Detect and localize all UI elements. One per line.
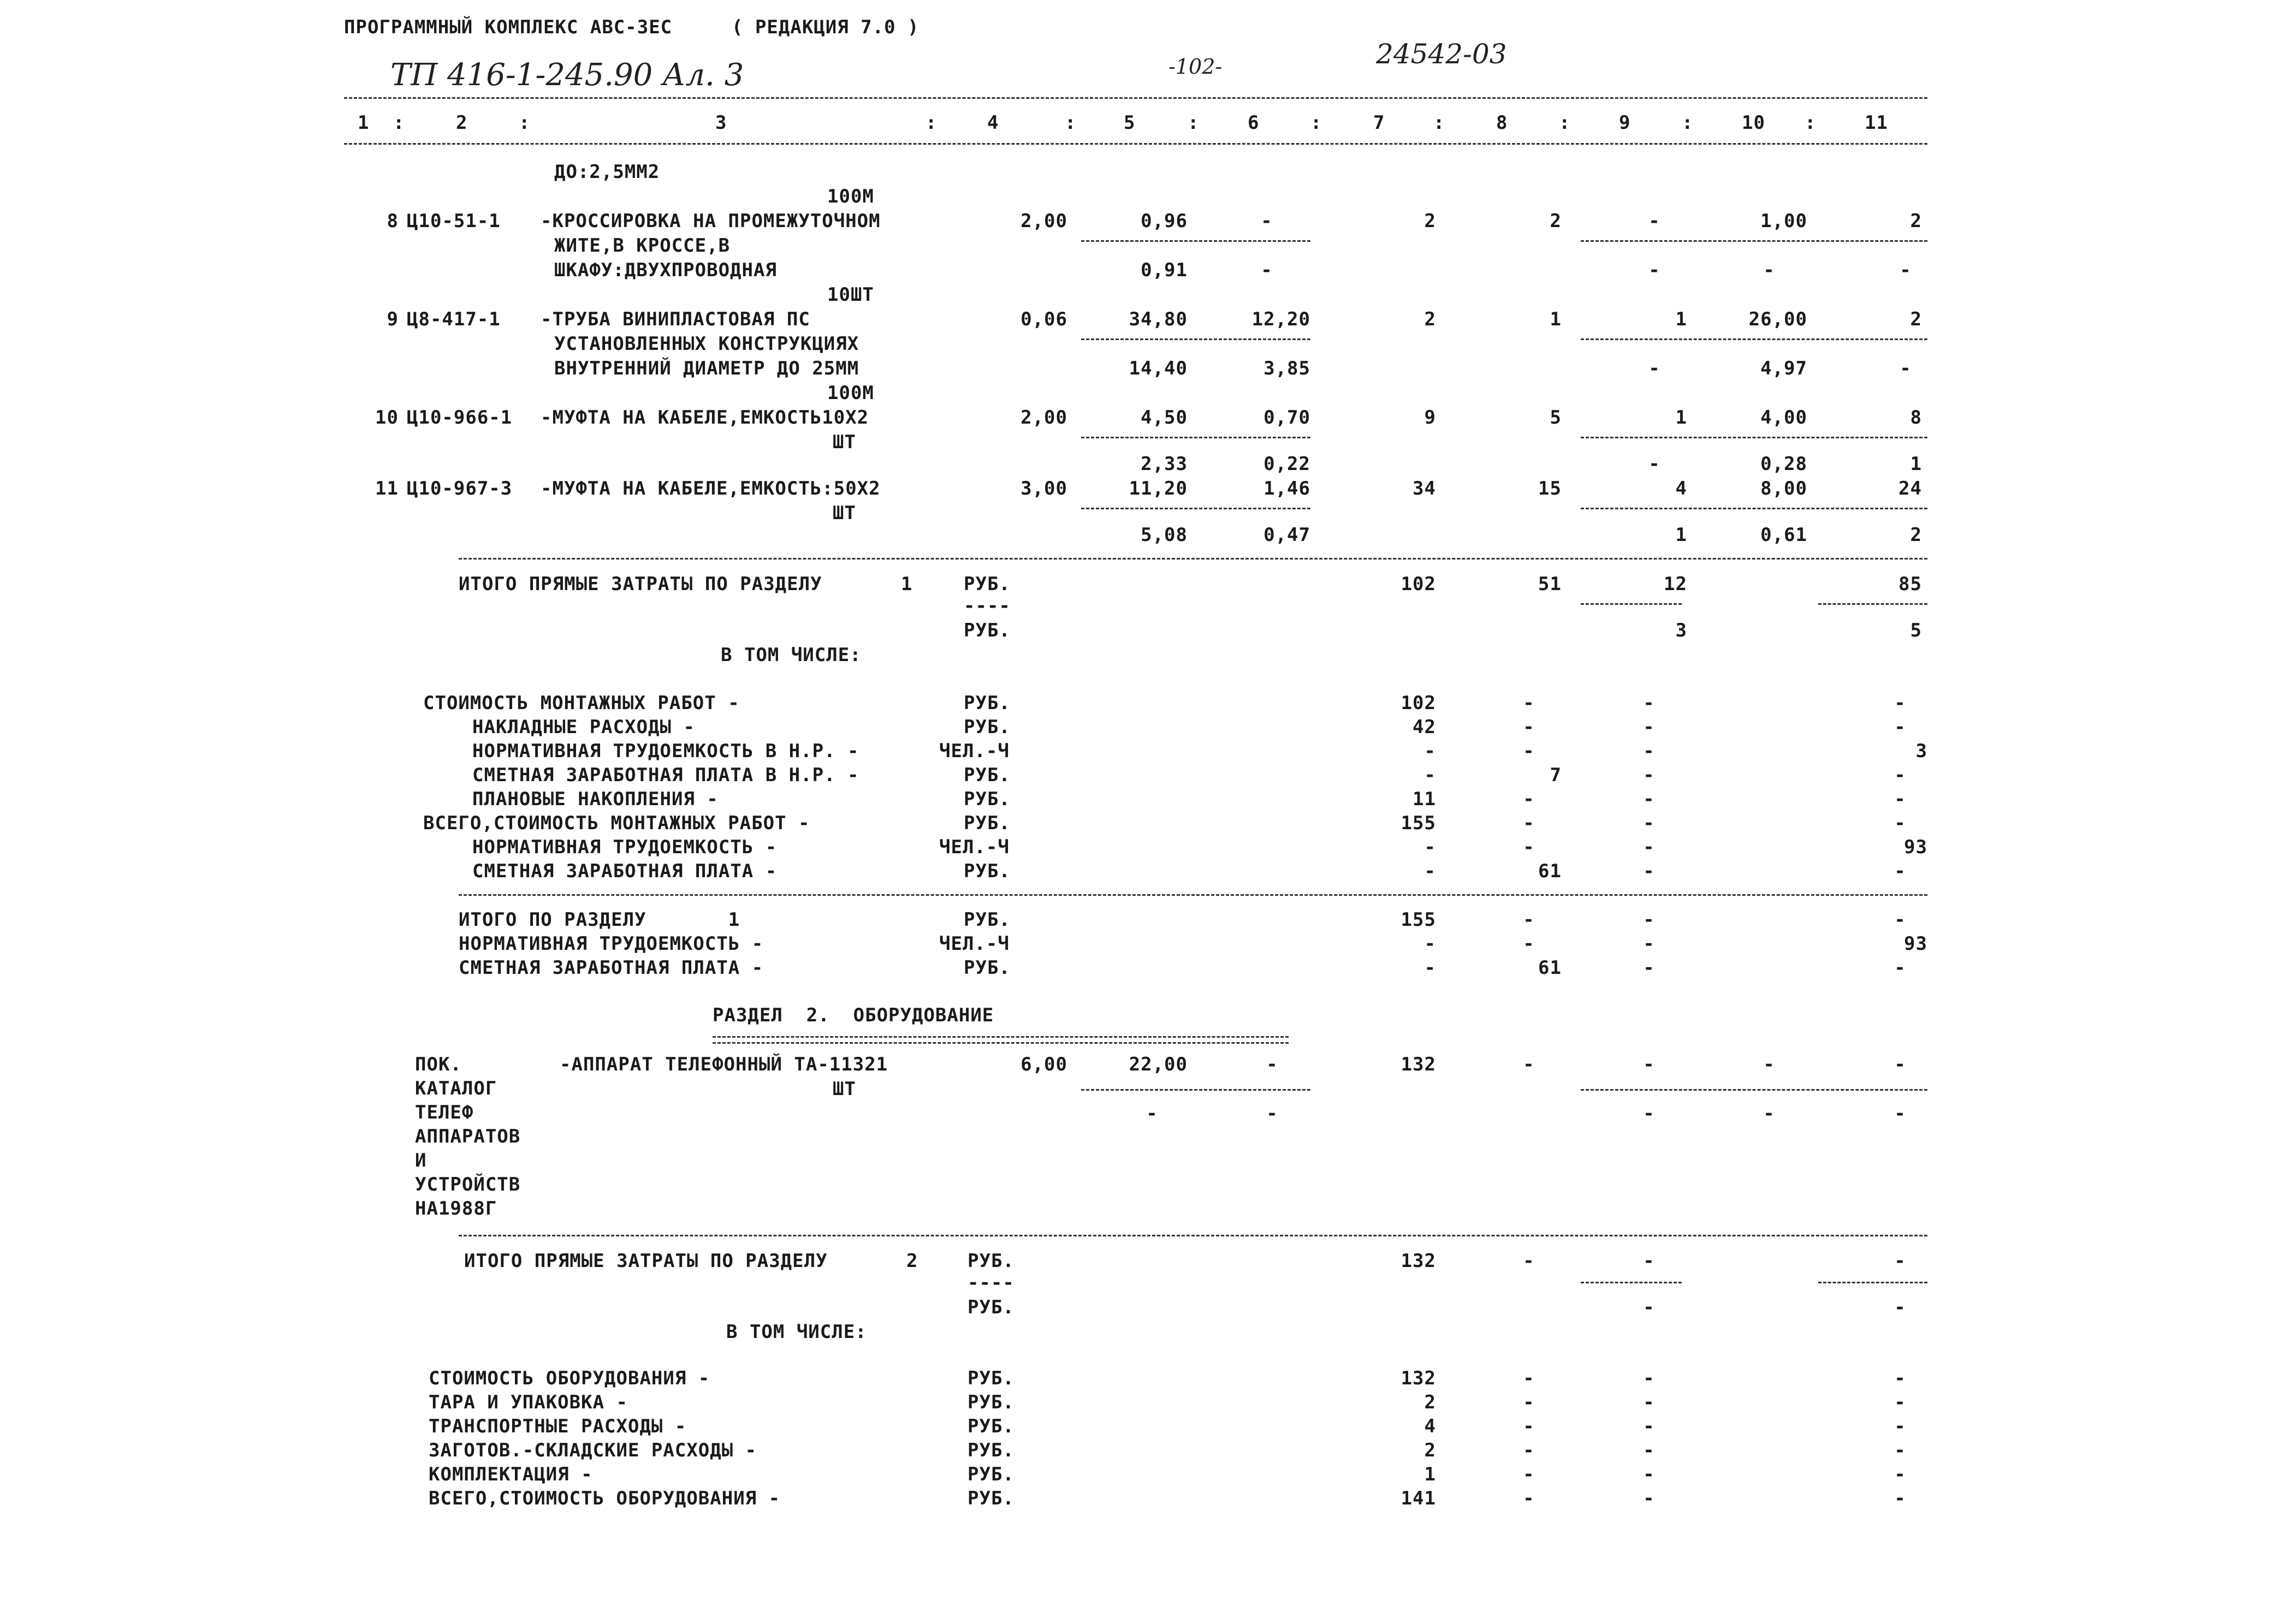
page-number: -102- (1168, 55, 1223, 79)
total-cost: - (1424, 957, 1436, 979)
unit-wage: - (1261, 210, 1273, 232)
row-divider (1081, 1089, 1310, 1091)
column-11-value: - (1894, 1439, 1906, 1461)
unit-label: 100М (827, 382, 874, 404)
cost-line-label: ТАРА И УПАКОВКА - (429, 1391, 628, 1413)
section-total-label: ИТОГО ПО РАЗДЕЛУ 1 (459, 909, 740, 931)
row-divider (1081, 338, 1310, 340)
total-cost: 34 (1413, 478, 1436, 499)
total-cost: 2 (1424, 308, 1436, 330)
cost-line-unit: РУБ. (964, 716, 1011, 738)
column-9-value: - (1643, 692, 1655, 714)
section-rule (459, 894, 1927, 896)
cost-line-unit: РУБ. (964, 788, 1011, 810)
column-11-sub: 2 (1910, 524, 1922, 546)
unit-cost: 34,80 (1129, 308, 1188, 330)
header-top-rule (344, 97, 1927, 99)
unit-wage: 0,70 (1263, 407, 1310, 429)
document-number: 24542-03 (1376, 38, 1507, 70)
total-wage: 61 (1538, 860, 1562, 882)
column-header: 6 (1248, 112, 1260, 134)
row-divider (1581, 1089, 1927, 1091)
column-11-value: - (1894, 860, 1906, 882)
column-separator: : (925, 112, 938, 134)
unit-wage-sub: 0,22 (1263, 453, 1310, 475)
total-cost: 102 (1401, 573, 1436, 595)
column-11-value: - (1894, 1054, 1906, 1075)
row-number: 8 (387, 210, 399, 232)
total-cost: - (1424, 764, 1436, 786)
work-name: -КРОССИРОВКА НА ПРОМЕЖУТОЧНОМ (541, 210, 881, 232)
column-9-value: - (1643, 1250, 1655, 1272)
column-9-value: - (1643, 740, 1655, 762)
total-wage: - (1523, 1391, 1535, 1413)
column-11-value: 3 (1915, 740, 1927, 762)
total-wage: 7 (1550, 764, 1562, 786)
column-9-value: - (1648, 210, 1660, 232)
column-separator: : (1805, 112, 1817, 134)
unit-dashes: ---- (964, 595, 1011, 617)
quantity: 2,00 (1021, 407, 1067, 429)
column-11-value: - (1894, 764, 1906, 786)
total-cost: 102 (1401, 692, 1436, 714)
column-header: 10 (1742, 112, 1765, 134)
column-header: 7 (1373, 112, 1385, 134)
row-divider (1581, 240, 1927, 242)
column-9-value: 1 (1675, 407, 1687, 429)
column-11-value: - (1894, 1391, 1906, 1413)
cost-line-unit: РУБ. (964, 764, 1011, 786)
norm-code: Ц10-51-1 (407, 210, 501, 232)
total-wage: 5 (1550, 407, 1562, 429)
price-source: ПОК. (415, 1054, 462, 1075)
unit-dashes: ---- (968, 1272, 1014, 1294)
column-11-value: 93 (1904, 836, 1927, 858)
row-divider (1818, 603, 1927, 605)
column-9-sub: - (1648, 259, 1660, 281)
row-number: 11 (375, 478, 399, 499)
total-wage: - (1523, 933, 1535, 955)
section-rule (459, 1235, 1927, 1236)
currency-unit: РУБ. (968, 1250, 1014, 1272)
prev-item-tail: ДО:2,5ММ2 (554, 161, 660, 183)
column-11-value: - (1894, 1367, 1906, 1389)
column-9-sub: - (1643, 1296, 1655, 1318)
cost-line-unit: РУБ. (964, 812, 1011, 834)
column-11-sub: - (1894, 1296, 1906, 1318)
section-rule (459, 558, 1927, 560)
column-9-value: - (1643, 957, 1655, 979)
total-cost: 1 (1424, 1464, 1436, 1485)
column-10-sub: - (1763, 259, 1775, 281)
equipment-name: -АППАРАТ ТЕЛЕФОННЫЙ ТА-11321 (560, 1054, 888, 1075)
row-divider (1818, 1282, 1927, 1283)
currency-unit: РУБ. (968, 1296, 1014, 1318)
unit-cost: 22,00 (1129, 1054, 1188, 1075)
cost-line-label: ЗАГОТОВ.-СКЛАДСКИЕ РАСХОДЫ - (429, 1439, 757, 1461)
unit-cost: 4,50 (1141, 407, 1188, 429)
cost-line-unit: РУБ. (968, 1488, 1014, 1509)
total-wage: 61 (1538, 957, 1562, 979)
column-10-value: 26,00 (1748, 308, 1807, 330)
unit-cost-sub: - (1146, 1103, 1158, 1125)
column-11-value: - (1894, 716, 1906, 738)
unit-cost: 11,20 (1129, 478, 1188, 499)
norm-code: Ц10-967-3 (407, 478, 513, 499)
total-cost: 155 (1401, 812, 1436, 834)
cost-line-label: НАКЛАДНЫЕ РАСХОДЫ - (472, 716, 695, 738)
column-11-value: 8 (1910, 407, 1922, 429)
total-cost: 9 (1424, 407, 1436, 429)
row-divider (1581, 603, 1682, 605)
column-11-value: - (1894, 812, 1906, 834)
row-divider (1581, 437, 1927, 438)
cost-line-unit: РУБ. (968, 1415, 1014, 1437)
column-11-value: - (1894, 1488, 1906, 1509)
cost-line-unit: РУБ. (968, 1439, 1014, 1461)
cost-line-label: СТОИМОСТЬ ОБОРУДОВАНИЯ - (429, 1367, 710, 1389)
column-11-value: - (1894, 1250, 1906, 1272)
price-source: АППАРАТОВ (415, 1126, 521, 1147)
column-9-value: 12 (1664, 573, 1687, 595)
total-cost: 2 (1424, 210, 1436, 232)
total-wage: - (1523, 1439, 1535, 1461)
work-name: ШКАФУ:ДВУХПРОВОДНАЯ (554, 259, 777, 281)
cost-line-label: СМЕТНАЯ ЗАРАБОТНАЯ ПЛАТА - (472, 860, 778, 882)
total-wage: - (1523, 812, 1535, 834)
total-wage: - (1523, 692, 1535, 714)
total-cost: 132 (1401, 1250, 1436, 1272)
column-9-value: - (1643, 1391, 1655, 1413)
column-9-sub: 1 (1675, 524, 1687, 546)
column-separator: : (1188, 112, 1200, 134)
column-10-sub: 0,61 (1760, 524, 1807, 546)
work-name: ЖИТЕ,В КРОССЕ,В (554, 235, 731, 257)
work-name: УСТАНОВЛЕННЫХ КОНСТРУКЦИЯХ (554, 333, 859, 355)
work-name: ВНУТРЕННИЙ ДИАМЕТР ДО 25ММ (554, 358, 859, 379)
column-9-value: - (1643, 1488, 1655, 1509)
work-name: -ТРУБА ВИНИПЛАСТОВАЯ ПС (541, 308, 810, 330)
column-11-value: - (1894, 1415, 1906, 1437)
column-header: 8 (1496, 112, 1508, 134)
column-9-value: - (1643, 836, 1655, 858)
column-9-sub: - (1648, 453, 1660, 475)
column-9-value: - (1643, 1464, 1655, 1485)
unit-cost-sub: 14,40 (1129, 358, 1188, 379)
work-name: -МУФТА НА КАБЕЛЕ,ЕМКОСТЬ:50Х2 (541, 478, 881, 499)
column-header: 9 (1619, 112, 1631, 134)
cost-line-label: ВСЕГО,СТОИМОСТЬ МОНТАЖНЫХ РАБОТ - (423, 812, 810, 834)
column-11-value: - (1894, 692, 1906, 714)
total-cost: 155 (1401, 909, 1436, 931)
column-9-value: 1 (1675, 308, 1687, 330)
quantity: 0,06 (1021, 308, 1067, 330)
section-title: РАЗДЕЛ 2. ОБОРУДОВАНИЕ (713, 1004, 994, 1026)
column-10-value: - (1763, 1054, 1775, 1075)
column-11-value: 85 (1898, 573, 1922, 595)
unit-cost: 0,96 (1141, 210, 1188, 232)
section-total-label: НОРМАТИВНАЯ ТРУДОЕМКОСТЬ - (459, 933, 764, 955)
unit-label: ШТ (833, 431, 856, 453)
total-wage: - (1523, 1415, 1535, 1437)
row-divider (1081, 437, 1310, 438)
cost-line-unit: РУБ. (964, 860, 1011, 882)
drawing-reference: ТП 416-1-245.90 Ал. 3 (390, 57, 744, 93)
program-title: ПРОГРАММНЫЙ КОМПЛЕКС АВС-ЗЕС (344, 16, 673, 38)
work-name: -МУФТА НА КАБЕЛЕ,ЕМКОСТЬ10Х2 (541, 407, 869, 429)
total-wage: 1 (1550, 308, 1562, 330)
cost-line-unit: ЧЕЛ.-Ч (939, 740, 1010, 762)
cost-line-unit: РУБ. (968, 1464, 1014, 1485)
including-heading: В ТОМ ЧИСЛЕ: (721, 644, 862, 666)
price-source: И (415, 1150, 427, 1171)
cost-line-unit: РУБ. (968, 1367, 1014, 1389)
total-wage: - (1523, 740, 1535, 762)
column-header: 1 (358, 112, 370, 134)
column-9-value: - (1643, 1415, 1655, 1437)
unit-wage: - (1266, 1054, 1278, 1075)
column-10-sub: - (1763, 1103, 1775, 1125)
cost-line-label: ТРАНСПОРТНЫЕ РАСХОДЫ - (429, 1415, 687, 1437)
section-total-label: СМЕТНАЯ ЗАРАБОТНАЯ ПЛАТА - (459, 957, 764, 979)
column-11-value: 2 (1910, 210, 1922, 232)
unit-label: ШТ (833, 1078, 856, 1100)
column-header: 2 (456, 112, 468, 134)
price-source: КАТАЛОГ (415, 1078, 497, 1099)
column-header: 3 (715, 112, 727, 134)
column-9-value: - (1643, 860, 1655, 882)
section-number: 2 (906, 1250, 918, 1272)
total-cost: - (1424, 740, 1436, 762)
quantity: 2,00 (1021, 210, 1067, 232)
norm-code: Ц8-417-1 (407, 308, 501, 330)
row-divider (1081, 240, 1310, 242)
column-10-sub: 0,28 (1760, 453, 1807, 475)
column-11-sub: - (1900, 259, 1912, 281)
total-wage: - (1523, 1464, 1535, 1485)
column-11-sub: 5 (1910, 620, 1922, 641)
cost-line-unit: РУБ. (964, 692, 1011, 714)
column-11-value: 24 (1898, 478, 1922, 499)
unit-cost-sub: 0,91 (1141, 259, 1188, 281)
total-wage: - (1523, 716, 1535, 738)
total-wage: - (1523, 836, 1535, 858)
total-cost: 4 (1424, 1415, 1436, 1437)
unit-wage-sub: - (1266, 1103, 1278, 1125)
cost-line-label: НОРМАТИВНАЯ ТРУДОЕМКОСТЬ - (472, 836, 778, 858)
cost-line-label: КОМПЛЕКТАЦИЯ - (429, 1464, 593, 1485)
unit-cost-sub: 5,08 (1141, 524, 1188, 546)
quantity: 3,00 (1021, 478, 1067, 499)
column-separator: : (1065, 112, 1077, 134)
column-separator: : (1433, 112, 1445, 134)
column-10-value: 8,00 (1760, 478, 1807, 499)
cost-line-unit: РУБ. (968, 1391, 1014, 1413)
section-total-unit: ЧЕЛ.-Ч (939, 933, 1010, 955)
column-11-value: - (1894, 957, 1906, 979)
column-9-value: - (1643, 812, 1655, 834)
total-cost: 141 (1401, 1488, 1436, 1509)
total-wage: 51 (1538, 573, 1562, 595)
column-10-value: 1,00 (1760, 210, 1807, 232)
column-11-sub: - (1894, 1103, 1906, 1125)
column-separator: : (519, 112, 531, 134)
section-total-unit: РУБ. (964, 909, 1011, 931)
unit-wage-sub: 3,85 (1263, 358, 1310, 379)
column-9-value: - (1643, 716, 1655, 738)
total-cost: 2 (1424, 1439, 1436, 1461)
including-heading: В ТОМ ЧИСЛЕ: (726, 1321, 867, 1343)
column-header: 4 (987, 112, 999, 134)
price-source: ТЕЛЕФ (415, 1102, 474, 1123)
currency-unit: РУБ. (964, 620, 1011, 641)
row-divider (1581, 508, 1927, 509)
column-9-value: - (1643, 1367, 1655, 1389)
quantity: 6,00 (1021, 1054, 1067, 1075)
column-9-sub: 3 (1675, 620, 1687, 641)
edition-label: ( РЕДАКЦИЯ 7.0 ) (732, 16, 919, 38)
row-divider (1581, 338, 1927, 340)
column-10-value: 4,00 (1760, 407, 1807, 429)
section-total-unit: РУБ. (964, 957, 1011, 979)
cost-line-label: СМЕТНАЯ ЗАРАБОТНАЯ ПЛАТА В Н.Р. - (472, 764, 859, 786)
total-cost: 11 (1413, 788, 1436, 810)
total-wage: - (1523, 1367, 1535, 1389)
total-wage: - (1523, 1488, 1535, 1509)
unit-wage: 1,46 (1263, 478, 1310, 499)
unit-label: 100М (827, 186, 874, 207)
column-11-value: - (1894, 1464, 1906, 1485)
column-separator: : (393, 112, 405, 134)
unit-cost-sub: 2,33 (1141, 453, 1188, 475)
column-9-value: - (1643, 1054, 1655, 1075)
column-separator: : (1682, 112, 1694, 134)
total-wage: - (1523, 788, 1535, 810)
column-11-sub: - (1900, 358, 1912, 379)
total-wage: 2 (1550, 210, 1562, 232)
cost-line-label: ПЛАНОВЫЕ НАКОПЛЕНИЯ - (472, 788, 719, 810)
cost-line-label: СТОИМОСТЬ МОНТАЖНЫХ РАБОТ - (423, 692, 740, 714)
total-wage: - (1523, 1054, 1535, 1075)
column-separator: : (1559, 112, 1571, 134)
column-9-value: - (1643, 764, 1655, 786)
unit-wage: 12,20 (1251, 308, 1310, 330)
column-9-value: - (1643, 933, 1655, 955)
price-source: УСТРОЙСТВ (415, 1174, 521, 1195)
row-number: 10 (375, 407, 399, 429)
norm-code: Ц10-966-1 (407, 407, 513, 429)
unit-label: 10ШТ (827, 284, 874, 306)
column-header: 5 (1124, 112, 1136, 134)
row-divider (1081, 508, 1310, 509)
section-title-underline (713, 1036, 1289, 1044)
cost-line-label: НОРМАТИВНАЯ ТРУДОЕМКОСТЬ В Н.Р. - (472, 740, 859, 762)
currency-unit: РУБ. (964, 573, 1011, 595)
unit-wage-sub: - (1261, 259, 1273, 281)
total-cost: - (1424, 860, 1436, 882)
column-header: 11 (1865, 112, 1888, 134)
column-11-value: 2 (1910, 308, 1922, 330)
total-label: ИТОГО ПРЯМЫЕ ЗАТРАТЫ ПО РАЗДЕЛУ (464, 1250, 828, 1272)
column-9-sub: - (1643, 1103, 1655, 1125)
unit-label: ШТ (833, 502, 856, 524)
column-10-sub: 4,97 (1760, 358, 1807, 379)
column-9-sub: - (1648, 358, 1660, 379)
row-divider (1581, 1282, 1682, 1283)
total-cost: 132 (1401, 1367, 1436, 1389)
column-9-value: - (1643, 1439, 1655, 1461)
column-9-value: 4 (1675, 478, 1687, 499)
total-cost: - (1424, 933, 1436, 955)
column-9-value: - (1643, 909, 1655, 931)
column-11-value: - (1894, 909, 1906, 931)
total-cost: 2 (1424, 1391, 1436, 1413)
row-number: 9 (387, 308, 399, 330)
total-cost: - (1424, 836, 1436, 858)
column-11-sub: 1 (1910, 453, 1922, 475)
cost-line-label: ВСЕГО,СТОИМОСТЬ ОБОРУДОВАНИЯ - (429, 1488, 781, 1509)
total-cost: 132 (1401, 1054, 1436, 1075)
unit-wage-sub: 0,47 (1263, 524, 1310, 546)
total-wage: - (1523, 1250, 1535, 1272)
cost-line-unit: ЧЕЛ.-Ч (939, 836, 1010, 858)
column-11-value: 93 (1904, 933, 1927, 955)
total-wage: 15 (1538, 478, 1562, 499)
price-source: НА1988Г (415, 1198, 497, 1220)
column-11-value: - (1894, 788, 1906, 810)
total-wage: - (1523, 909, 1535, 931)
header-bottom-rule (344, 143, 1927, 145)
total-cost: 42 (1413, 716, 1436, 738)
column-9-value: - (1643, 788, 1655, 810)
section-number: 1 (901, 573, 913, 595)
total-label: ИТОГО ПРЯМЫЕ ЗАТРАТЫ ПО РАЗДЕЛУ (459, 573, 822, 595)
column-separator: : (1310, 112, 1322, 134)
